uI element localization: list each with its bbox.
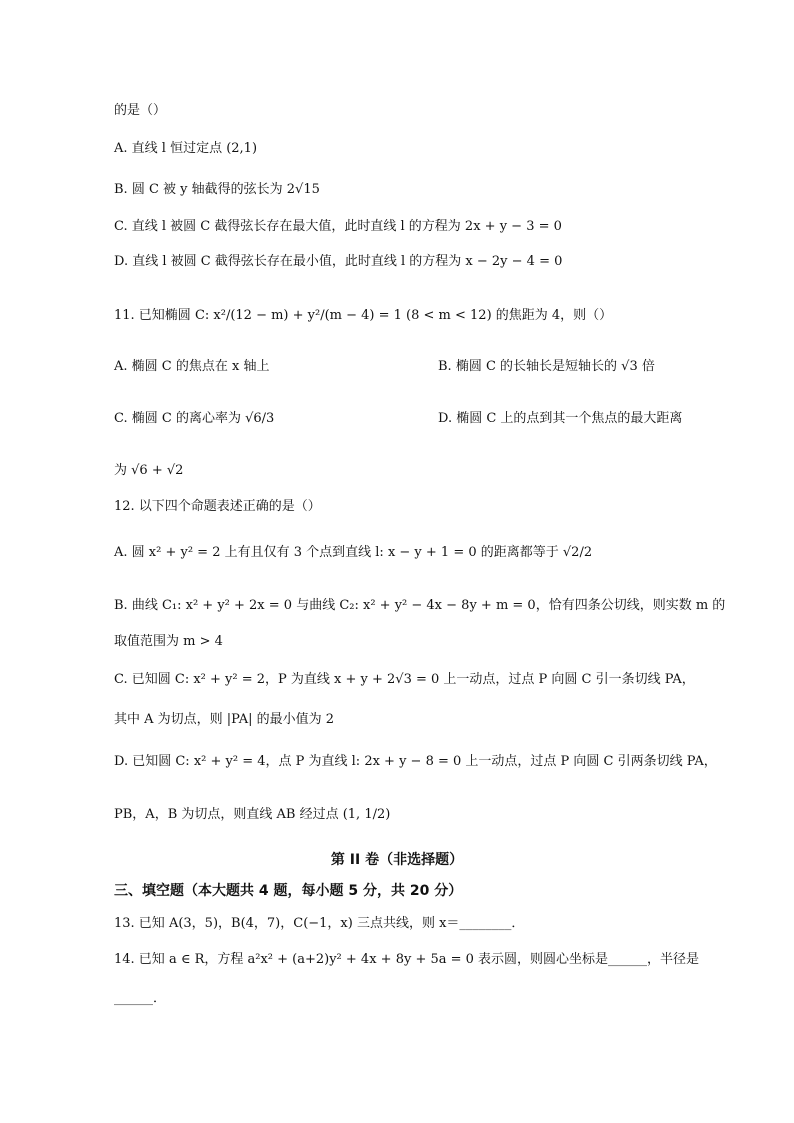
- q10-option-d: D. 直线 l 被圆 C 截得弦长存在最小值，此时直线 l 的方程为 x − 2y − 4 = 0: [114, 254, 563, 269]
- q12-stem: 12. 以下四个命题表述正确的是（）: [114, 499, 321, 514]
- q11-option-b: B. 椭圆 C 的长轴长是短轴长的 √3 倍: [438, 359, 655, 374]
- q10-option-a: A. 直线 l 恒过定点 (2,1): [114, 141, 258, 156]
- q12-option-c-continued: 其中 A 为切点，则 |PA| 的最小值为 2: [114, 712, 335, 727]
- q10-stem-end: 的是（）: [114, 103, 167, 118]
- q12-option-a: A. 圆 x² + y² = 2 上有且仅有 3 个点到直线 l: x − y + 1 = 0 的距离都等于 √2/2: [114, 545, 593, 560]
- q11-option-c: C. 椭圆 C 的离心率为 √6/3: [114, 411, 275, 426]
- q13: 13. 已知 A(3，5)，B(4，7)，C(−1，x) 三点共线，则 x＝________．: [114, 916, 525, 931]
- q12-option-d-continued: PB，A，B 为切点，则直线 AB 经过点 (1, 1/2): [114, 807, 391, 822]
- q12-option-d: D. 已知圆 C: x² + y² = 4，点 P 为直线 l: 2x + y − 8 = 0 上一动点，过点 P 向圆 C 引两条切线 PA，: [114, 754, 717, 769]
- q10-option-b: B. 圆 C 被 y 轴截得的弦长为 2√15: [114, 182, 320, 197]
- fill-in-section-heading: 三、填空题（本大题共 4 题，每小题 5 分，共 20 分）: [114, 883, 463, 899]
- part-two-heading: 第 II 卷（非选择题）: [330, 852, 464, 868]
- q12-option-b: B. 曲线 C₁: x² + y² + 2x = 0 与曲线 C₂: x² + y² − 4x − 8y + m = 0，恰有四条公切线，则实数 m 的: [114, 598, 726, 613]
- q11-option-a: A. 椭圆 C 的焦点在 x 轴上: [114, 359, 270, 374]
- q11-option-d: D. 椭圆 C 上的点到其一个焦点的最大距离: [438, 411, 683, 426]
- q11-option-d-continued: 为 √6 + √2: [114, 463, 184, 478]
- q11-stem: 11. 已知椭圆 C: x²/(12 − m) + y²/(m − 4) = 1 (8 < m < 12) 的焦距为 4，则（）: [114, 308, 613, 323]
- q12-option-c: C. 已知圆 C: x² + y² = 2，P 为直线 x + y + 2√3 = 0 上一动点，过点 P 向圆 C 引一条切线 PA，: [114, 672, 695, 687]
- q12-option-b-continued: 取值范围为 m > 4: [114, 634, 223, 649]
- q10-option-c: C. 直线 l 被圆 C 截得弦长存在最大值，此时直线 l 的方程为 2x + y − 3 = 0: [114, 219, 562, 234]
- q14-line-1: 14. 已知 a ∈ R，方程 a²x² + (a+2)y² + 4x + 8y + 5a = 0 表示圆，则圆心坐标是______，半径是: [114, 952, 700, 967]
- q14-line-2: ______．: [114, 991, 167, 1006]
